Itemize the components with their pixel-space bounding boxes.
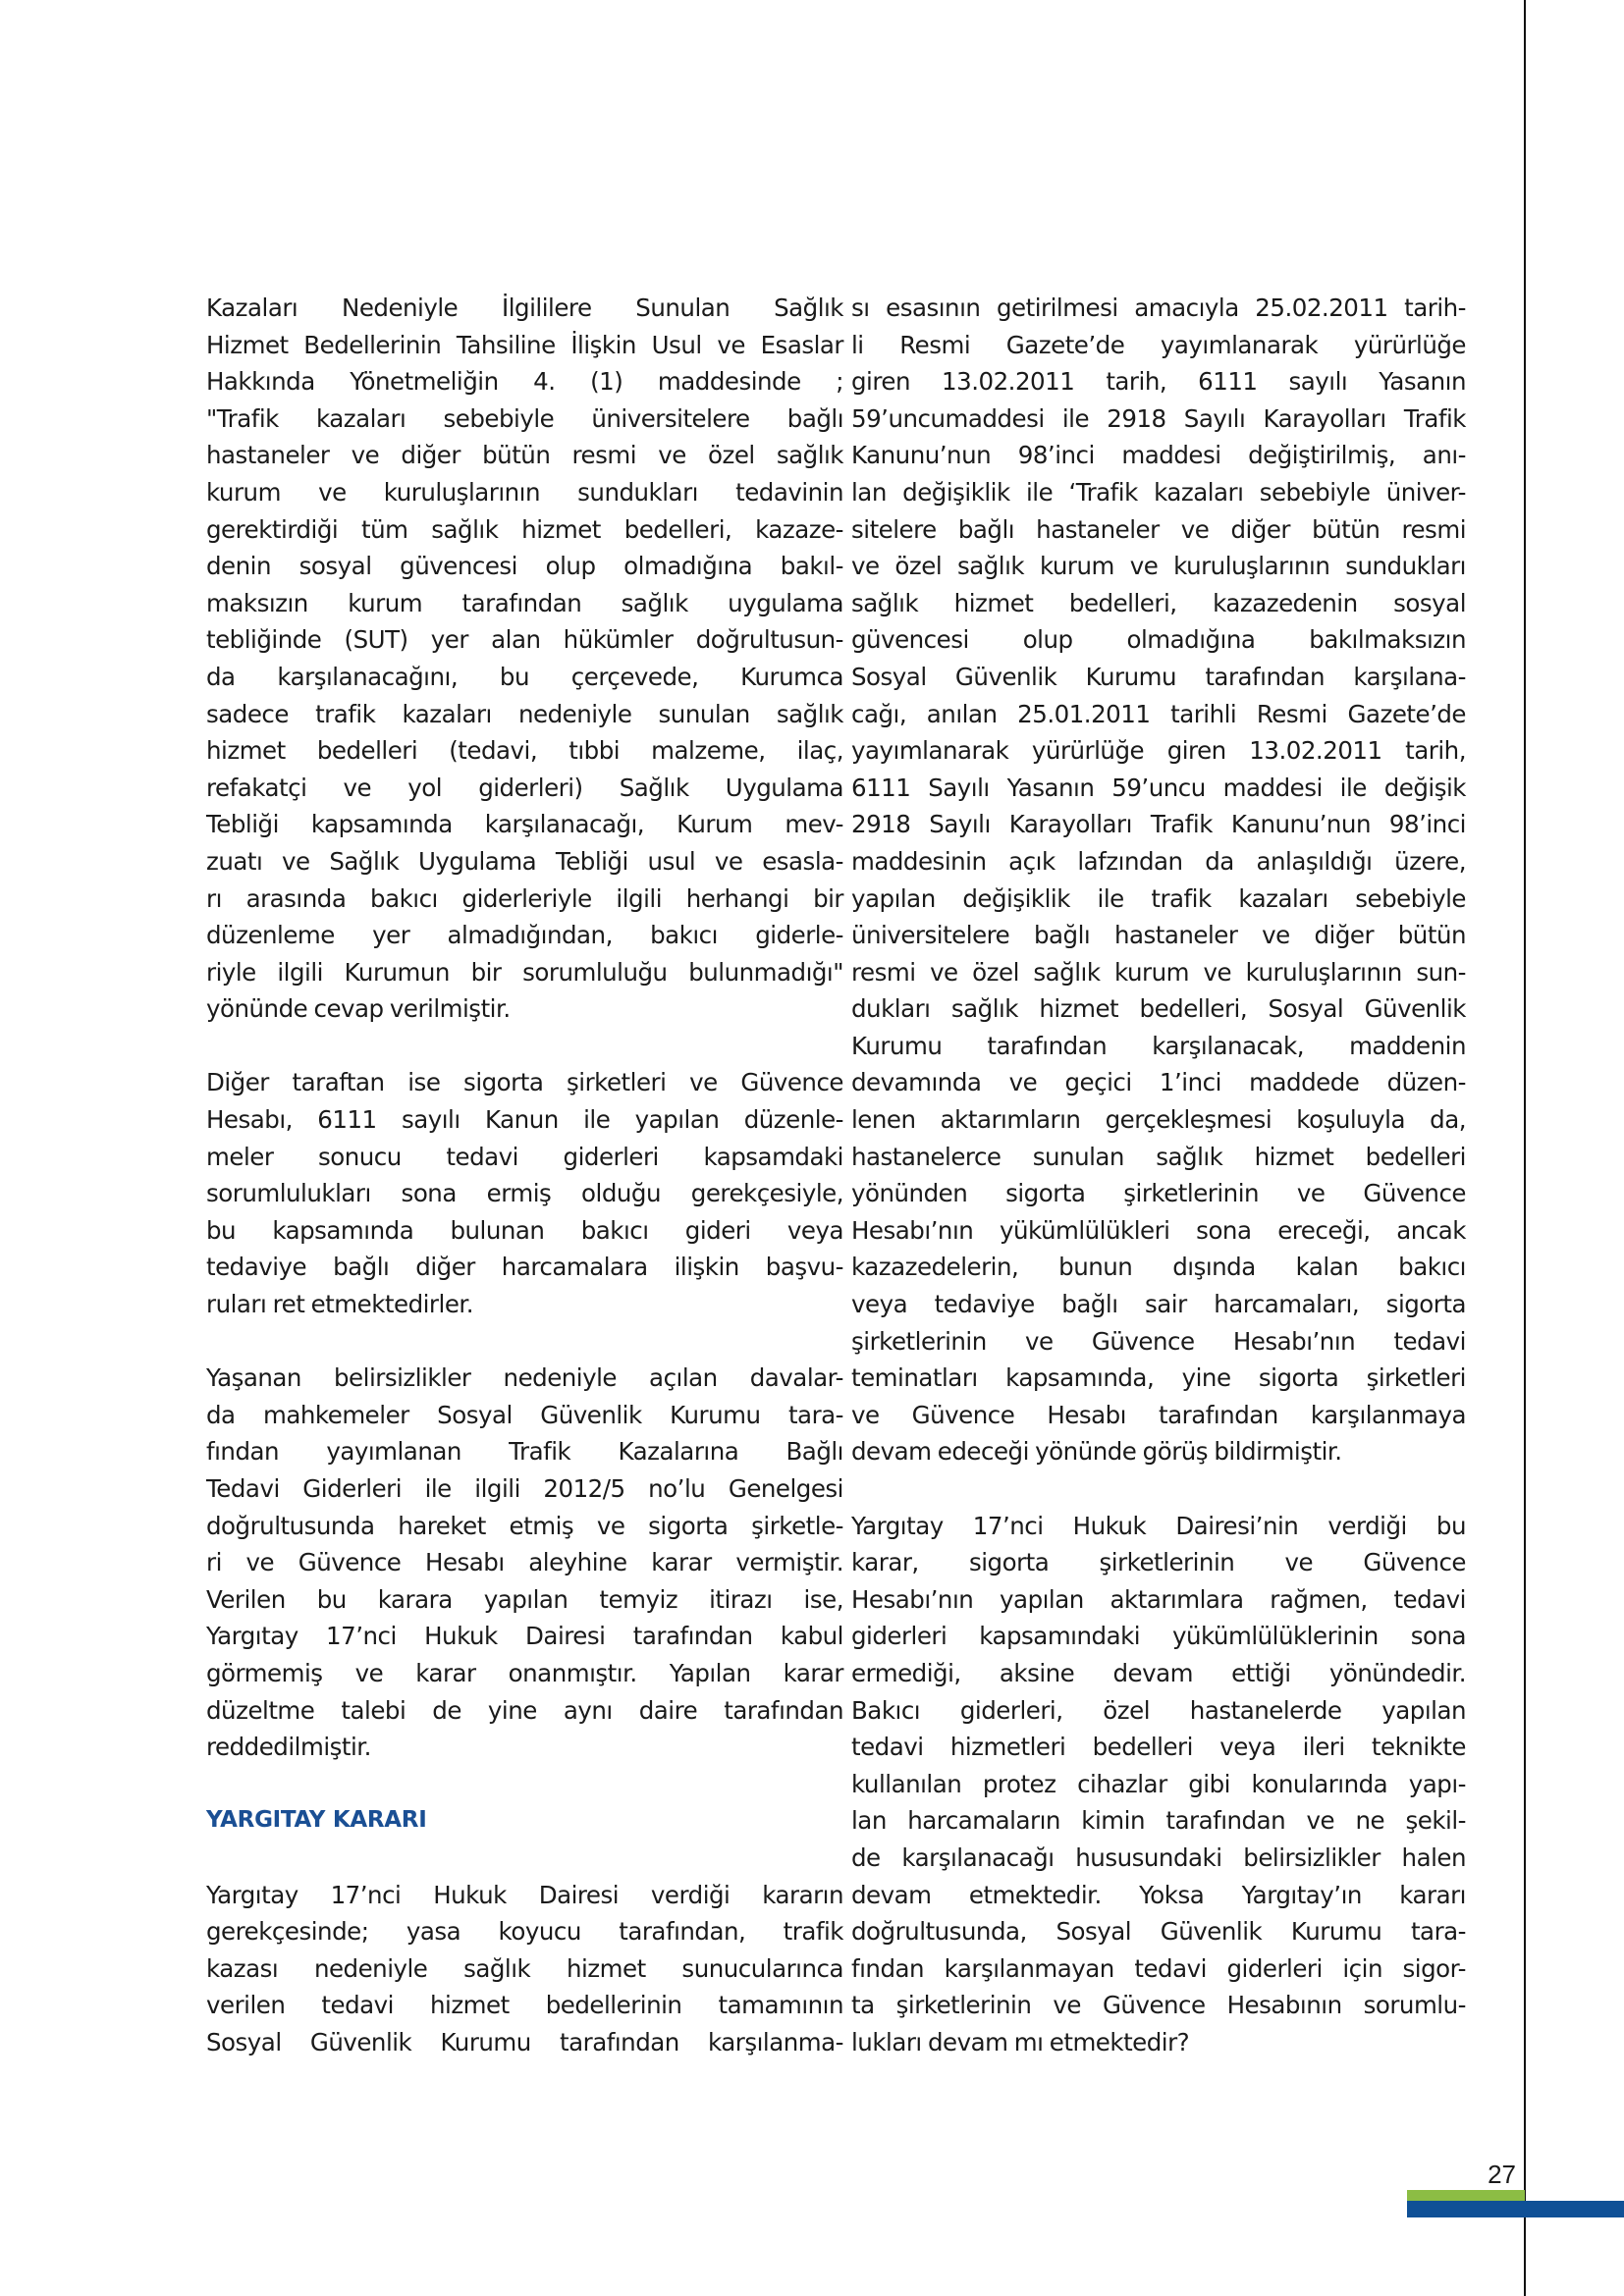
text-line: yönünde cevap verilmiştir. xyxy=(206,994,511,1024)
left-column xyxy=(206,290,843,2098)
text-line: cağı, anılan 25.01.2011 tarihli Resmi Gazete’de xyxy=(851,699,1466,728)
right-column xyxy=(851,290,1466,2098)
text-line: Hakkında Yönetmeliğin 4. (1) maddesinde ; xyxy=(206,367,843,397)
page-number: 27 xyxy=(1488,2160,1516,2189)
text-line: hastanelerce sunulan sağlık hizmet bedelleri xyxy=(851,1142,1466,1171)
text-line: meler sonucu tedavi giderleri kapsamdaki xyxy=(206,1142,843,1171)
text-line: "Trafik kazaları sebebiyle üniversitelere bağlı xyxy=(206,403,843,433)
text-line: güvencesi olup olmadığına bakılmaksızın xyxy=(851,625,1466,655)
text-line: karar, sigorta şirketlerinin ve Güvence xyxy=(851,1548,1466,1577)
text-line: Hesabı’nın yükümlülükleri sona ereceği, ancak xyxy=(851,1215,1466,1245)
text-line: fından yayımlanan Trafik Kazalarına Bağlı xyxy=(206,1437,843,1467)
text-line: hastaneler ve diğer bütün resmi ve özel sağlık xyxy=(206,441,843,470)
paragraph xyxy=(851,290,1466,1470)
text-line: tedaviye bağlı diğer harcamalara ilişkin başvu- xyxy=(206,1253,843,1282)
paragraph xyxy=(206,1877,843,2061)
text-line: zuatı ve Sağlık Uygulama Tebliği usul ve esasla- xyxy=(206,846,843,876)
page-margin-rule xyxy=(1524,0,1526,2296)
text-line: sitelere bağlı hastaneler ve diğer bütün resmi xyxy=(851,514,1466,544)
text-line: devamında ve geçici 1’inci maddede düzen- xyxy=(851,1068,1466,1097)
text-line: denin sosyal güvencesi olup olmadığına bakıl- xyxy=(206,552,843,581)
footer-accent-bar-blue xyxy=(1407,2201,1624,2217)
text-line: 59’uncumaddesi ile 2918 Sayılı Karayolları Trafik xyxy=(851,403,1466,433)
text-line: Verilen bu karara yapılan temyiz itirazı ise, xyxy=(206,1584,843,1614)
text-line: ve özel sağlık kurum ve kuruluşlarının sundukları xyxy=(851,552,1466,581)
text-line: resmi ve özel sağlık kurum ve kuruluşlarının sun- xyxy=(851,957,1466,987)
text-line: devam edeceği yönünde görüş bildirmiştir. xyxy=(851,1437,1342,1467)
text-line: ve Güvence Hesabı tarafından karşılanmaya xyxy=(851,1400,1466,1429)
text-line: Tebliği kapsamında karşılanacağı, Kurum mev- xyxy=(206,810,843,839)
paragraph xyxy=(206,290,843,1028)
text-line: ri ve Güvence Hesabı aleyhine karar vermiştir. xyxy=(206,1548,843,1577)
text-line: Kanunu’nun 98’inci maddesi değiştirilmiş, anı- xyxy=(851,441,1466,470)
text-line: ruları ret etmektedirler. xyxy=(206,1290,473,1319)
text-line: devam etmektedir. Yoksa Yargıtay’ın kararı xyxy=(851,1880,1466,1909)
text-line: Kazaları Nedeniyle İlgililere Sunulan Sağlık xyxy=(206,294,843,322)
text-line: kurum ve kuruluşlarının sundukları tedavinin xyxy=(206,477,843,507)
text-line: Hesabı, 6111 sayılı Kanun ile yapılan düzenle- xyxy=(206,1105,843,1135)
text-line: Diğer taraftan ise sigorta şirketleri ve Güvence xyxy=(206,1068,843,1097)
text-line: Yargıtay 17’nci Hukuk Dairesi verdiği kararın xyxy=(206,1880,843,1909)
text-line: 6111 Sayılı Yasanın 59’uncu maddesi ile değişik xyxy=(851,773,1466,802)
text-line: maksızın kurum tarafından sağlık uygulama xyxy=(206,588,843,617)
text-line: yapılan değişiklik ile trafik kazaları sebebiyle xyxy=(851,883,1466,913)
text-line: düzenleme yer almadığından, bakıcı giderle- xyxy=(206,921,843,950)
text-line: Tedavi Giderleri ile ilgili 2012/5 no’lu Genelgesi xyxy=(206,1474,843,1503)
text-line: kazazedelerin, bunun dışında kalan bakıcı xyxy=(851,1253,1466,1282)
text-line: bu kapsamında bulunan bakıcı gideri veya xyxy=(206,1215,843,1245)
text-line: şirketlerinin ve Güvence Hesabı’nın tedavi xyxy=(851,1326,1466,1356)
text-line: Bakıcı giderleri, özel hastanelerde yapılan xyxy=(851,1695,1466,1725)
text-line: doğrultusunda, Sosyal Güvenlik Kurumu tara- xyxy=(851,1917,1466,1947)
text-line: refakatçi ve yol giderleri) Sağlık Uygulama xyxy=(206,773,843,802)
text-line: fından karşılanmayan tedavi giderleri için sigor- xyxy=(851,1953,1466,1983)
text-line: Sosyal Güvenlik Kurumu tarafından karşılanma- xyxy=(206,2027,843,2056)
text-line: gerekçesinde; yasa koyucu tarafından, trafik xyxy=(206,1917,843,1947)
text-line: gerektirdiği tüm sağlık hizmet bedelleri, kazaze- xyxy=(206,514,843,544)
text-line: görmemiş ve karar onanmıştır. Yapılan karar xyxy=(206,1658,843,1687)
text-line: verilen tedavi hizmet bedellerinin tamamının xyxy=(206,1991,843,2020)
text-line: yönünden sigorta şirketlerinin ve Güvence xyxy=(851,1179,1466,1208)
text-line: Hesabı’nın yapılan aktarımlara rağmen, tedavi xyxy=(851,1584,1466,1614)
paragraph xyxy=(206,1064,843,1322)
text-line: kullanılan protez cihazlar gibi konularında yapı- xyxy=(851,1769,1466,1798)
text-line: üniversitelere bağlı hastaneler ve diğer bütün xyxy=(851,921,1466,950)
paragraph xyxy=(851,1508,1466,2061)
text-line: rı arasında bakıcı giderleriyle ilgili herhangi bir xyxy=(206,883,843,913)
text-line: Yargıtay 17’nci Hukuk Dairesi tarafından kabul xyxy=(206,1622,843,1651)
text-line: da mahkemeler Sosyal Güvenlik Kurumu tara- xyxy=(206,1400,843,1429)
text-line: giren 13.02.2011 tarih, 6111 sayılı Yasanın xyxy=(851,367,1466,397)
text-line: Yaşanan belirsizlikler nedeniyle açılan davalar- xyxy=(206,1363,843,1393)
text-line: reddedilmiştir. xyxy=(206,1733,371,1762)
text-line: 2918 Sayılı Karayolları Trafik Kanunu’nun 98’inci xyxy=(851,810,1466,839)
footer-accent-bar-green xyxy=(1407,2190,1525,2201)
text-line: riyle ilgili Kurumun bir sorumluluğu bulunmadığı" xyxy=(206,957,843,987)
text-line: sı esasının getirilmesi amacıyla 25.02.2011 tarih- xyxy=(851,294,1466,322)
text-line: düzeltme talebi de yine aynı daire tarafından xyxy=(206,1695,843,1725)
text-line: Hizmet Bedellerinin Tahsiline İlişkin Usul ve Esaslar xyxy=(206,330,843,359)
text-line: doğrultusunda hareket etmiş ve sigorta şirketle- xyxy=(206,1511,843,1540)
text-line: teminatları kapsamında, yine sigorta şirketleri xyxy=(851,1363,1466,1393)
text-line: ta şirketlerinin ve Güvence Hesabının sorumlu- xyxy=(851,1991,1466,2020)
text-line: sadece trafik kazaları nedeniyle sunulan sağlık xyxy=(206,699,843,728)
text-line: lan değişiklik ile ‘Trafik kazaları sebebiyle üniver- xyxy=(851,477,1466,507)
text-line: lukları devam mı etmektedir? xyxy=(851,2027,1190,2056)
text-line: dukları sağlık hizmet bedelleri, Sosyal Güvenlik xyxy=(851,994,1466,1024)
text-line: maddesinin açık lafzından da anlaşıldığı üzere, xyxy=(851,846,1466,876)
text-line: yayımlanarak yürürlüğe giren 13.02.2011 tarih, xyxy=(851,736,1466,766)
text-line: li Resmi Gazete’de yayımlanarak yürürlüğe xyxy=(851,330,1466,359)
text-line: sorumlulukları sona ermiş olduğu gerekçesiyle, xyxy=(206,1179,843,1208)
text-line: Sosyal Güvenlik Kurumu tarafından karşılana- xyxy=(851,662,1466,691)
text-line: sağlık hizmet bedelleri, kazazedenin sosyal xyxy=(851,588,1466,617)
text-line: Kurumu tarafından karşılanacak, maddenin xyxy=(851,1031,1466,1060)
text-line: de karşılanacağı hususundaki belirsizlikler halen xyxy=(851,1842,1466,1872)
text-line: giderleri kapsamındaki yükümlülüklerinin sona xyxy=(851,1622,1466,1651)
text-line: lan harcamaların kimin tarafından ve ne şekil- xyxy=(851,1806,1466,1836)
text-line: tebliğinde (SUT) yer alan hükümler doğrultusun- xyxy=(206,625,843,655)
paragraph xyxy=(206,1360,843,1766)
text-line: Yargıtay 17’nci Hukuk Dairesi’nin verdiği bu xyxy=(851,1511,1466,1540)
text-line: tedavi hizmetleri bedelleri veya ileri teknikte xyxy=(851,1733,1466,1762)
text-line: kazası nedeniyle sağlık hizmet sunucularınca xyxy=(206,1953,843,1983)
text-line: lenen aktarımların gerçekleşmesi koşuluyla da, xyxy=(851,1105,1466,1135)
text-line: ermediği, aksine devam ettiği yönündedir. xyxy=(851,1658,1466,1687)
text-line: da karşılanacağını, bu çerçevede, Kurumca xyxy=(206,662,843,691)
section-heading: YARGITAY KARARI xyxy=(206,1807,427,1834)
text-line: veya tedaviye bağlı sair harcamaları, sigorta xyxy=(851,1290,1466,1319)
text-line: hizmet bedelleri (tedavi, tıbbi malzeme, ilaç, xyxy=(206,736,843,766)
